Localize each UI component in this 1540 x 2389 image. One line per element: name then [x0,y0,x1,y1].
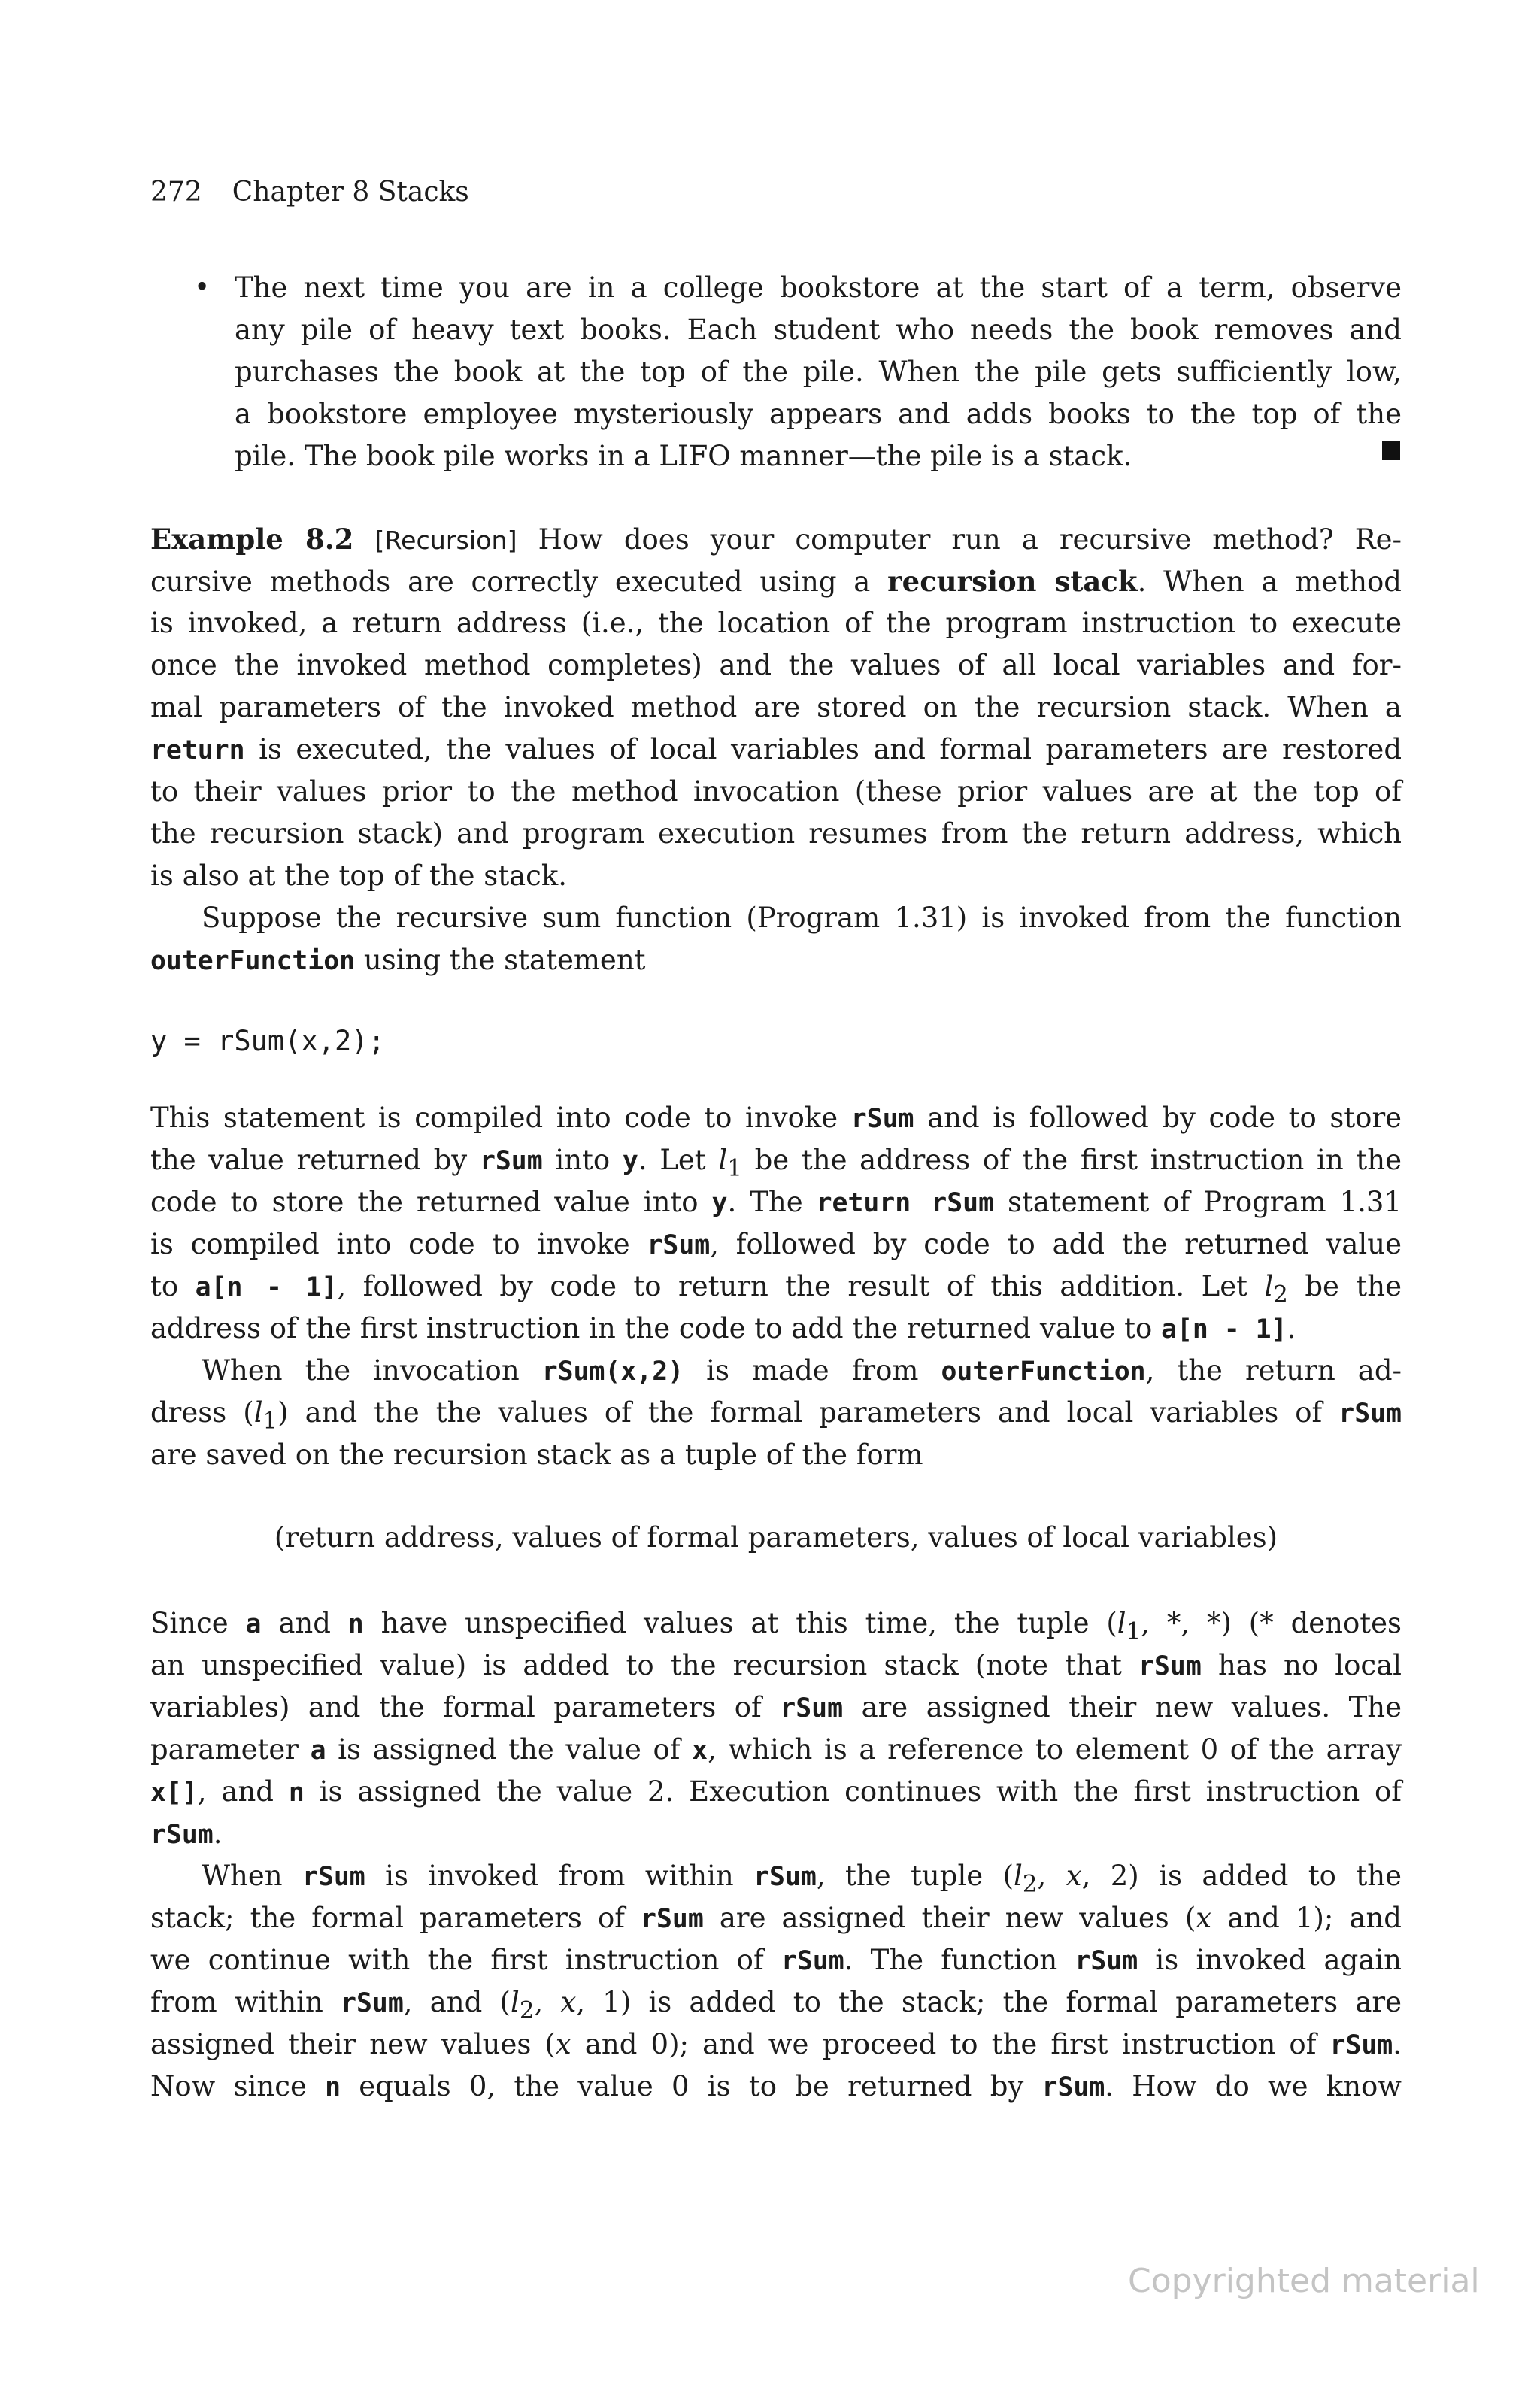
text-line: variables) and the formal parameters of rSum are assigned their new values. The [150,1691,1402,1724]
text-line: we continue with the first instruction of rSum. The function rSum is invoked again [150,1944,1402,1976]
text-line: return is executed, the values of local variables and formal parameters are restored [150,733,1402,766]
text-line: assigned their new values (x and 0); and we proceed to the first instruction of rSum. [150,2028,1402,2060]
text-line: Now since n equals 0, the value 0 is to be returned by rSum. How do we know [150,2070,1402,2103]
text-line: to their values prior to the method invocation (these prior values are at the top of [150,775,1402,808]
bullet-line: a bookstore employee mysteriously appears and adds books to the top of the [235,398,1402,430]
tuple-form-display: (return address, values of formal parameters, values of local variables) [274,1521,1278,1554]
text-line: from within rSum, and ($l_2$, x, 1) is added to the stack; the formal parameters are [150,1986,1402,2024]
text-line: is invoked, a return address (i.e., the location of the program instruction to execute [150,607,1402,639]
example-label: Example 8.2 [150,523,354,556]
text-line: is also at the top of the stack. [150,859,568,892]
bullet-icon: • [194,272,211,303]
copyright-watermark: Copyrighted material [1128,2262,1480,2300]
text-line: rSum. [150,1818,223,1850]
bullet-line: pile. The book pile works in a LIFO manner—the pile is a stack. [235,440,1132,472]
text-line: dress $(l_1)$ and the the values of the formal parameters and local variables of rSum [150,1396,1402,1435]
text-line: mal parameters of the invoked method are stored on the recursion stack. When a [150,691,1402,723]
text-line: Suppose the recursive sum function (Program 1.31) is invoked from the function [202,902,1402,934]
bullet-line: purchases the book at the top of the pile. When the pile gets sufficiently low, [235,356,1402,388]
text-line: cursive methods are correctly executed using a recursion stack. When a method [150,565,1402,598]
text-line: When rSum is invoked from within rSum, the tuple ($l_2$, x, 2) is added to the [202,1860,1402,1898]
end-of-example-square-icon [1382,441,1400,460]
text-line: This statement is compiled into code to invoke rSum and is followed by code to store [150,1102,1402,1134]
code-keyword: return [150,735,245,766]
text-line: is compiled into code to invoke rSum, followed by code to add the returned value [150,1228,1402,1260]
text-line: x[], and n is assigned the value 2. Execution continues with the first instruction of [150,1775,1402,1808]
text-line: code to store the returned value into y. The return rSum statement of Program 1.31 [150,1186,1402,1218]
text-line: When the invocation rSum(x,2) is made from outerFunction, the return ad- [202,1354,1402,1387]
text-line: outerFunction using the statement [150,944,646,976]
code-identifier: outerFunction [150,946,356,976]
text-line: an unspecified value) is added to the recursion stack (note that rSum has no local [150,1649,1402,1681]
example-tag: [Recursion] [374,526,517,555]
text-line: are saved on the recursion stack as a tuple of the form [150,1439,923,1471]
text-line: the value returned by rSum into y. Let $l_1$ be the address of the first instruction in the [150,1144,1402,1182]
text-line: to a[n - 1], followed by code to return the result of this addition. Let $l_2$ be the [150,1270,1402,1308]
code-statement: y = rSum(x,2); [150,1025,385,1057]
text-line: Since a and n have unspecified values at this time, the tuple ($l_1$, *, *) (* denotes [150,1607,1402,1645]
bullet-line: any pile of heavy text books. Each student who needs the book removes and [235,314,1402,346]
running-title: Chapter 8 Stacks [232,177,469,208]
text-line: stack; the formal parameters of rSum are assigned their new values (x and 1); and [150,1902,1402,1934]
text-line: once the invoked method completes) and the values of all local variables and for- [150,649,1402,681]
page-number: 272 [150,177,202,208]
running-header [150,174,469,211]
term-recursion-stack: recursion stack [887,565,1138,598]
text-line: Example 8.2 [Recursion] How does your computer run a recursive method? Re- [150,523,1402,556]
text-line: parameter a is assigned the value of x, which is a reference to element 0 of the array [150,1733,1402,1766]
text-line: address of the first instruction in the code to add the returned value to a[n - 1]. [150,1312,1296,1345]
bullet-line: The next time you are in a college bookstore at the start of a term, observe [235,271,1402,304]
text-line: the recursion stack) and program execution resumes from the return address, which [150,817,1402,850]
